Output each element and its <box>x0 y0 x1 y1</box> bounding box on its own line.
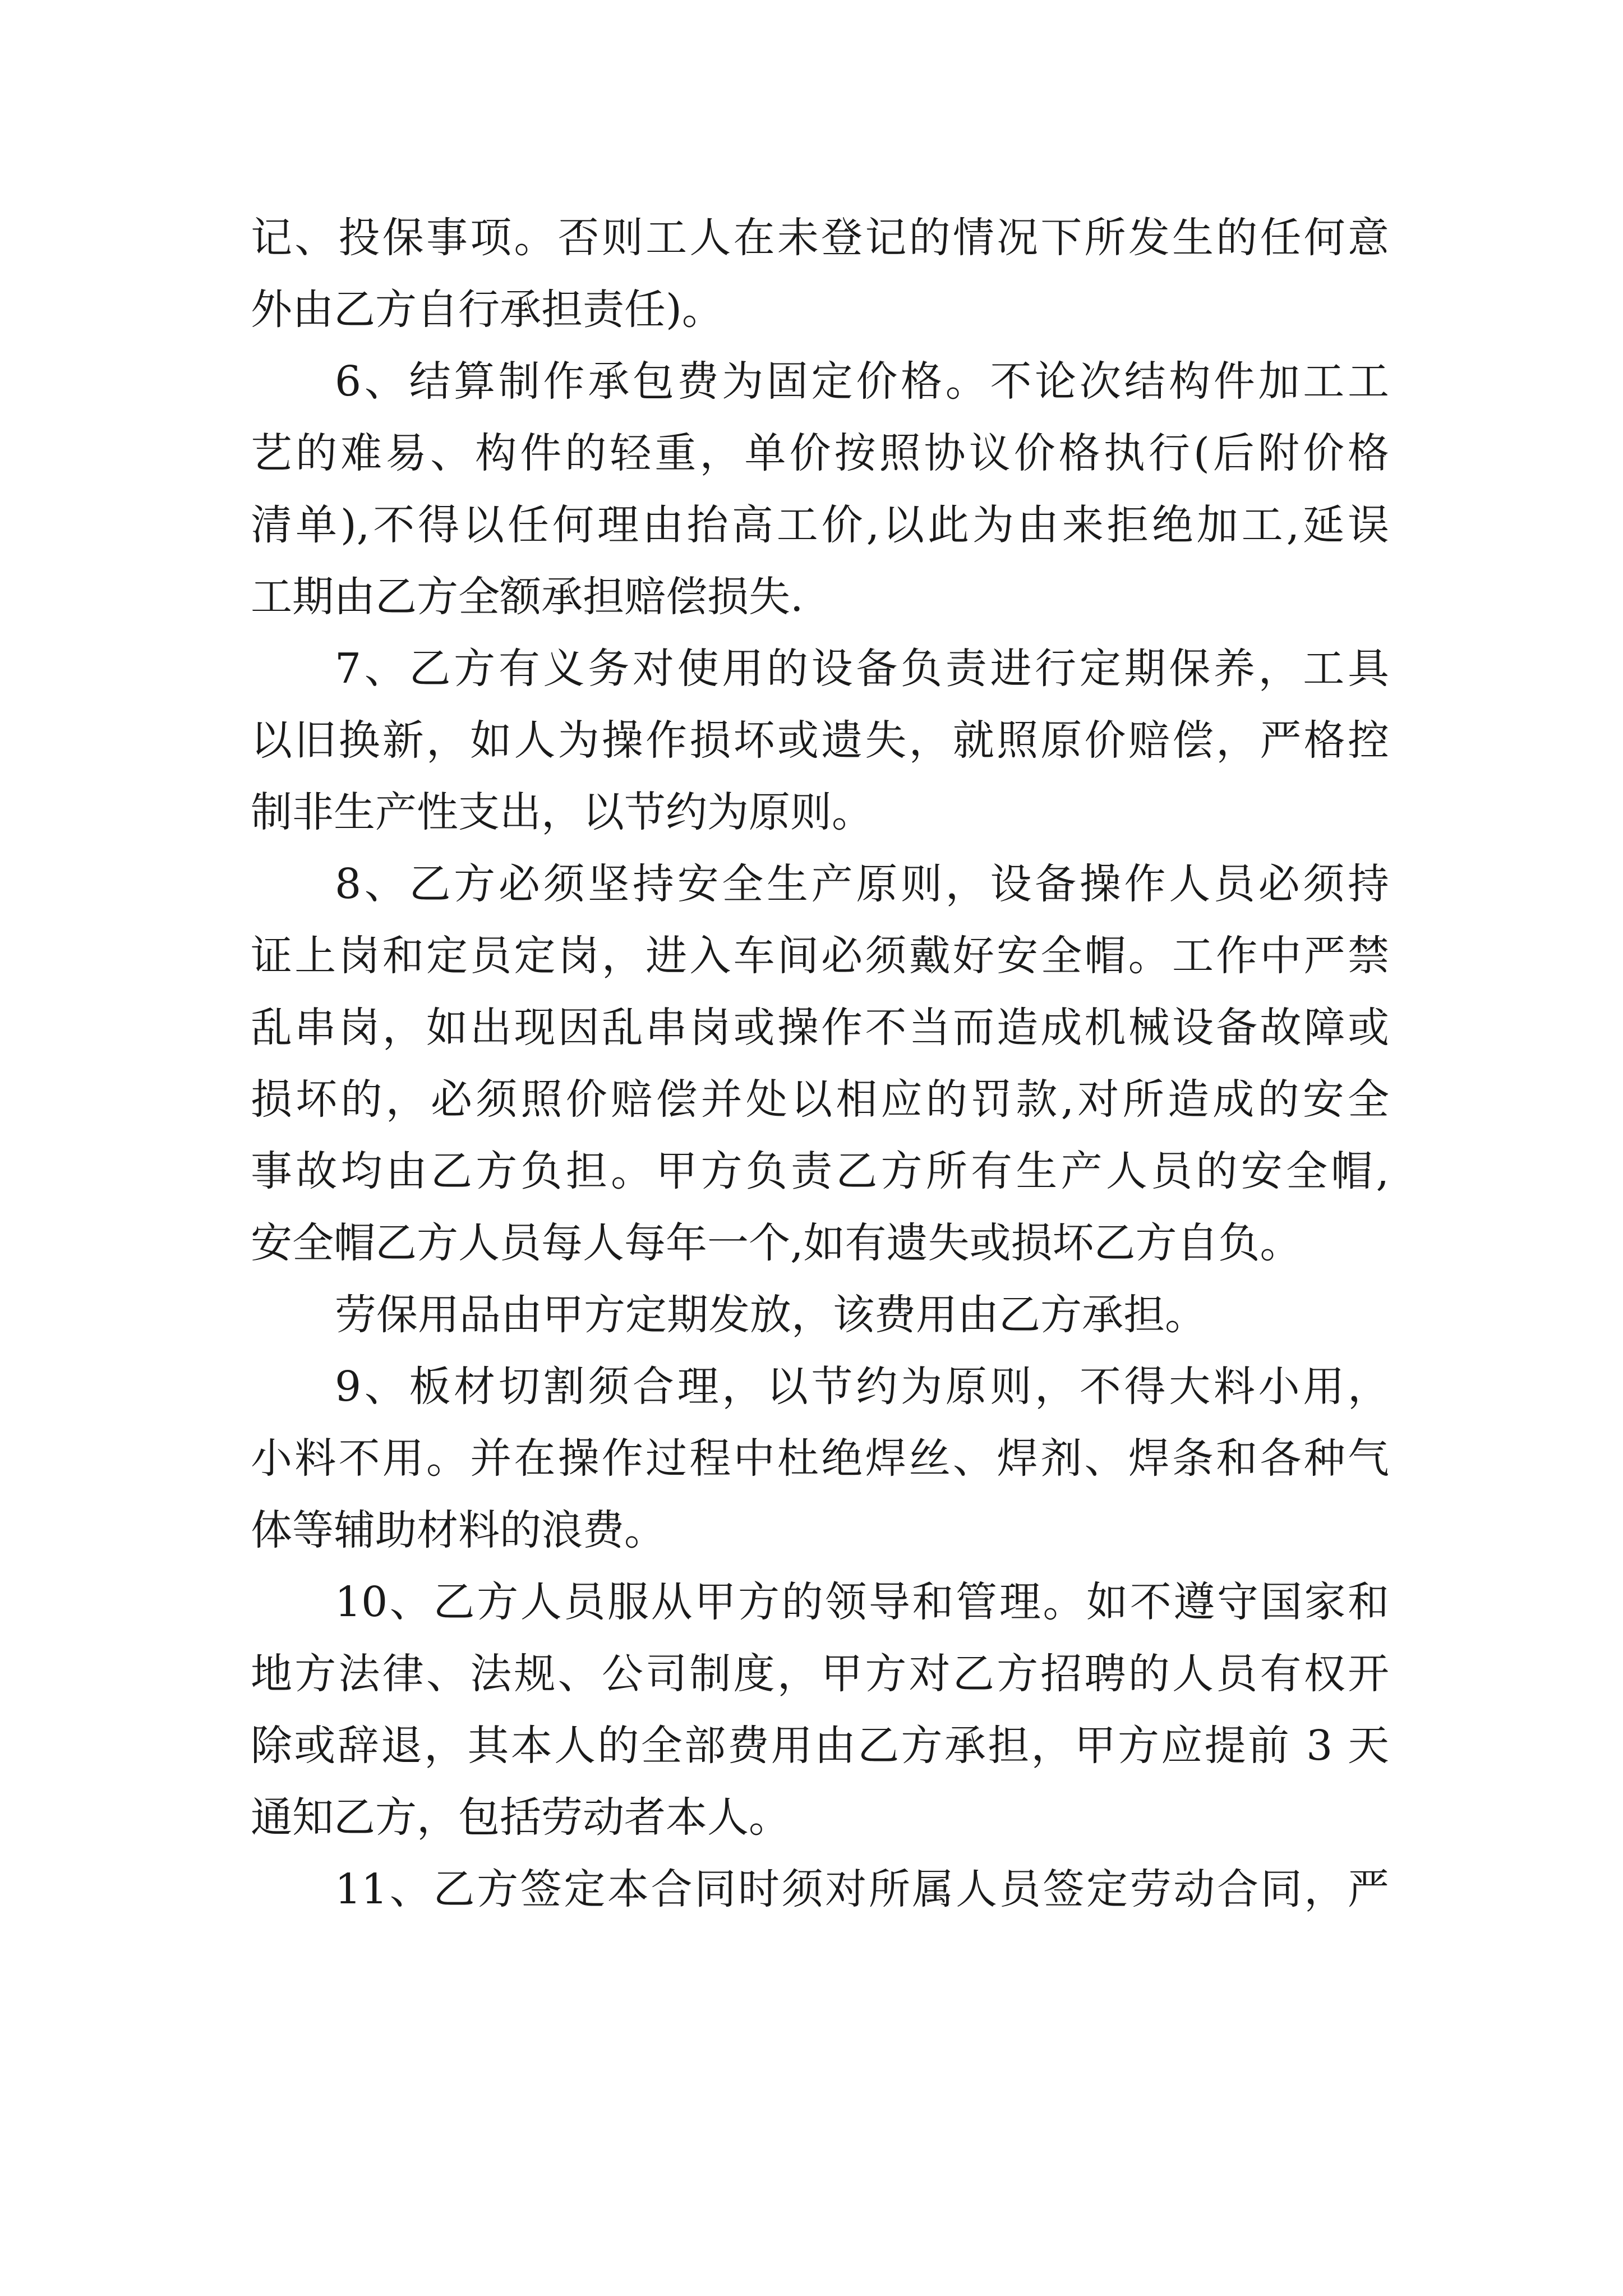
text-line: 工期由乙方全额承担赔偿损失. <box>251 573 804 621</box>
text-line: 以旧换新，如人为操作损坏或遗失，就照原价赔偿，严格控 <box>251 716 1389 765</box>
text-line: 事故均由乙方负担。甲方负责乙方所有生产人员的安全帽, <box>251 1147 1389 1195</box>
text-line: 地方法律、法规、公司制度，甲方对乙方招聘的人员有权开 <box>251 1650 1389 1698</box>
clause-10-start: 10、乙方人员服从甲方的领导和管理。如不遵守国家和 <box>335 1578 1389 1626</box>
clause-8-start: 8、乙方必须坚持安全生产原则，设备操作人员必须持 <box>335 860 1389 908</box>
text-line: 艺的难易、构件的轻重，单价按照协议价格执行(后附价格 <box>251 429 1389 477</box>
text-line: 通知乙方，包括劳动者本人。 <box>251 1793 790 1842</box>
text-line: 制非生产性支出，以节约为原则。 <box>251 788 873 836</box>
text-line: 记、投保事项。否则工人在未登记的情况下所发生的任何意 <box>251 214 1389 262</box>
clause-11-start: 11、乙方签定本合同时须对所属人员签定劳动合同，严 <box>335 1865 1389 1913</box>
clause-9-start: 9、板材切割须合理，以节约为原则，不得大料小用， <box>335 1363 1389 1411</box>
text-line: 小料不用。并在操作过程中杜绝焊丝、焊剂、焊条和各种气 <box>251 1434 1389 1483</box>
text-line: 体等辅助材料的浪费。 <box>251 1506 666 1554</box>
text-line: 外由乙方自行承担责任)。 <box>251 286 723 334</box>
text-line: 损坏的，必须照价赔偿并处以相应的罚款,对所造成的安全 <box>251 1075 1389 1124</box>
clause-6-start: 6、结算制作承包费为固定价格。不论次结构件加工工 <box>335 357 1389 406</box>
clause-7-start: 7、乙方有义务对使用的设备负责进行定期保养，工具 <box>335 645 1389 693</box>
document-body <box>251 202 1389 1925</box>
text-line: 除或辞退，其本人的全部费用由乙方承担，甲方应提前 3 天 <box>251 1722 1389 1770</box>
paragraph-start: 劳保用品由甲方定期发放，该费用由乙方承担。 <box>335 1291 1206 1339</box>
text-line: 乱串岗，如出现因乱串岗或操作不当而造成机械设备故障或 <box>251 1004 1389 1052</box>
text-line: 证上岗和定员定岗，进入车间必须戴好安全帽。工作中严禁 <box>251 932 1389 980</box>
text-line: 清单),不得以任何理由抬高工价,以此为由来拒绝加工,延误 <box>251 501 1389 549</box>
text-line: 安全帽乙方人员每人每年一个,如有遗失或损坏乙方自负。 <box>251 1219 1302 1267</box>
